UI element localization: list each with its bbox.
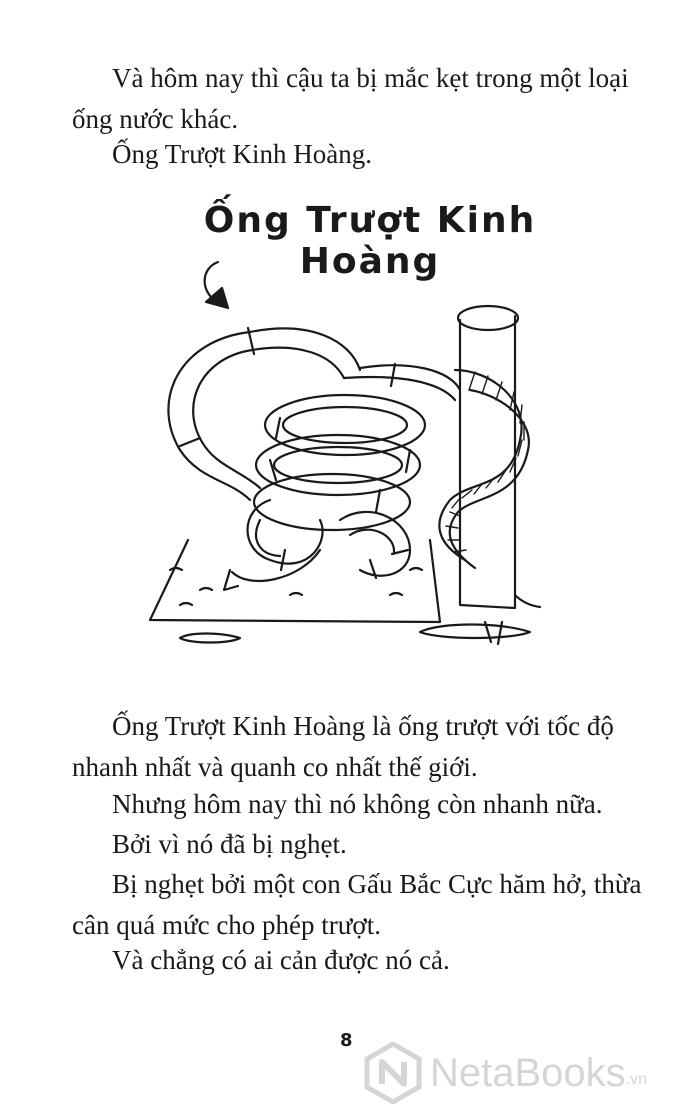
paragraph-7 bbox=[112, 940, 652, 981]
paragraph-5 bbox=[112, 824, 652, 865]
water-slide-illustration bbox=[110, 250, 560, 670]
paragraph-3-line-2: nhanh nhất và quanh co nhất thế giới. bbox=[72, 752, 478, 782]
paragraph-2-line-1: Ống Trượt Kinh Hoàng. bbox=[112, 139, 372, 169]
watermark-suffix: .vn bbox=[625, 1071, 648, 1088]
paragraph-6-line-2: cân quá mức cho phép trượt. bbox=[72, 910, 381, 940]
paragraph-3-line-1: Ống Trượt Kinh Hoàng là ống trượt với tốc độ bbox=[112, 711, 614, 741]
netabooks-logo-icon bbox=[362, 1042, 424, 1104]
illustration-title: Ống Trượt Kinh Hoàng bbox=[203, 200, 537, 282]
page-number: 8 bbox=[340, 1030, 353, 1051]
paragraph-2 bbox=[112, 134, 652, 175]
watermark-text: NetaBooks bbox=[430, 1050, 626, 1095]
paragraph-4-line-1: Nhưng hôm nay thì nó không còn nhanh nữa. bbox=[112, 789, 603, 819]
arrow-icon bbox=[205, 262, 228, 308]
paragraph-1-line-2: ống nước khác. bbox=[72, 104, 239, 134]
paragraph-1 bbox=[72, 58, 652, 140]
paragraph-3 bbox=[72, 706, 652, 788]
paragraph-5-line-1: Bởi vì nó đã bị nghẹt. bbox=[112, 829, 347, 859]
watermark bbox=[362, 1038, 692, 1108]
paragraph-7-line-1: Và chẳng có ai cản được nó cả. bbox=[112, 945, 450, 975]
paragraph-1-line-1: Và hôm nay thì cậu ta bị mắc kẹt trong một loại bbox=[112, 63, 629, 93]
paragraph-6 bbox=[72, 864, 652, 946]
paragraph-6-line-1: Bị nghẹt bởi một con Gấu Bắc Cực hăm hở, thừa bbox=[112, 869, 642, 899]
paragraph-4 bbox=[112, 784, 652, 825]
